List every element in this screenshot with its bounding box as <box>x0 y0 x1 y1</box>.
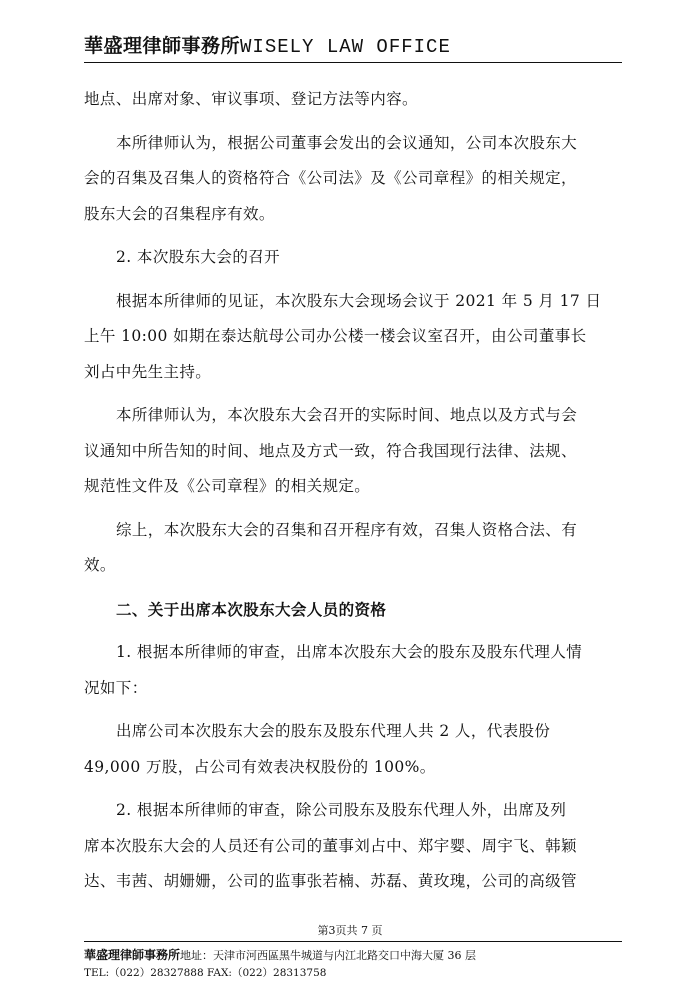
body-line: 席本次股东大会的人员还有公司的董事刘占中、郑宇婴、周宇飞、韩颖 <box>84 836 577 855</box>
body-line: 出席公司本次股东大会的股东及股东代理人共 2 人，代表股份 <box>116 722 551 740</box>
body-line: 综上，本次股东大会的召集和召开程序有效，召集人资格合法、有 <box>116 520 578 539</box>
body-line: 会的召集及召集人的资格符合《公司法》及《公司章程》的相关规定， <box>84 169 577 187</box>
body-line: 规范性文件及《公司章程》的相关规定。 <box>84 477 371 495</box>
body-line: 议通知中所告知的时间、地点及方式一致，符合我国现行法律、法规、 <box>84 441 577 460</box>
body-line: 1. 根据本所律师的审查，出席本次股东大会的股东及股东代理人情 <box>116 643 583 661</box>
body-line: 效。 <box>84 556 116 574</box>
header-rule <box>84 62 622 63</box>
section-heading: 二、关于出席本次股东大会人员的资格 <box>116 599 387 619</box>
letterhead <box>84 31 644 58</box>
body-line: 本所律师认为，根据公司董事会发出的会议通知，公司本次股东大 <box>116 133 578 152</box>
letterhead-firm-en: WISELY LAW OFFICE <box>240 36 451 58</box>
footer-address-text: 地址：天津市河西區黑牛城道与内江北路交口中海大厦 36 层 <box>180 949 477 962</box>
body-line: 地点、出席对象、审议事项、登记方法等内容。 <box>84 90 418 108</box>
body-line: 刘占中先生主持。 <box>84 362 212 381</box>
body-line: 股东大会的召集程序有效。 <box>84 204 275 223</box>
section-heading: 2. 本次股东大会的召开 <box>116 248 281 266</box>
footer-firm-name: 華盛理律師事務所 <box>84 948 181 962</box>
body-line: 49,000 万股，占公司有效表决权股份的 100%。 <box>84 757 436 776</box>
body-line: 上午 10:00 如期在泰达航母公司办公楼一楼会议室召开，由公司董事长 <box>84 327 587 345</box>
footer-contact: TEL:（022）28327888 FAX:（022）28313758 <box>84 967 327 979</box>
body-line: 2. 根据本所律师的审查，除公司股东及股东代理人外，出席及列 <box>116 801 567 819</box>
document-body <box>84 82 624 900</box>
footer-rule <box>84 941 622 942</box>
page-number: 第3页共 7 页 <box>317 924 383 937</box>
body-line: 达、韦茜、胡姗姗，公司的监事张若楠、苏磊、黄玫瑰，公司的高级管 <box>84 872 577 890</box>
footer-address <box>84 946 476 963</box>
body-line: 根据本所律师的见证，本次股东大会现场会议于 2021 年 5 月 17 日 <box>116 291 602 310</box>
letterhead-firm-cn: 華盛理律師事務所 <box>84 35 241 57</box>
body-line: 况如下： <box>84 678 148 697</box>
body-line: 本所律师认为，本次股东大会召开的实际时间、地点以及方式与会 <box>116 406 578 424</box>
